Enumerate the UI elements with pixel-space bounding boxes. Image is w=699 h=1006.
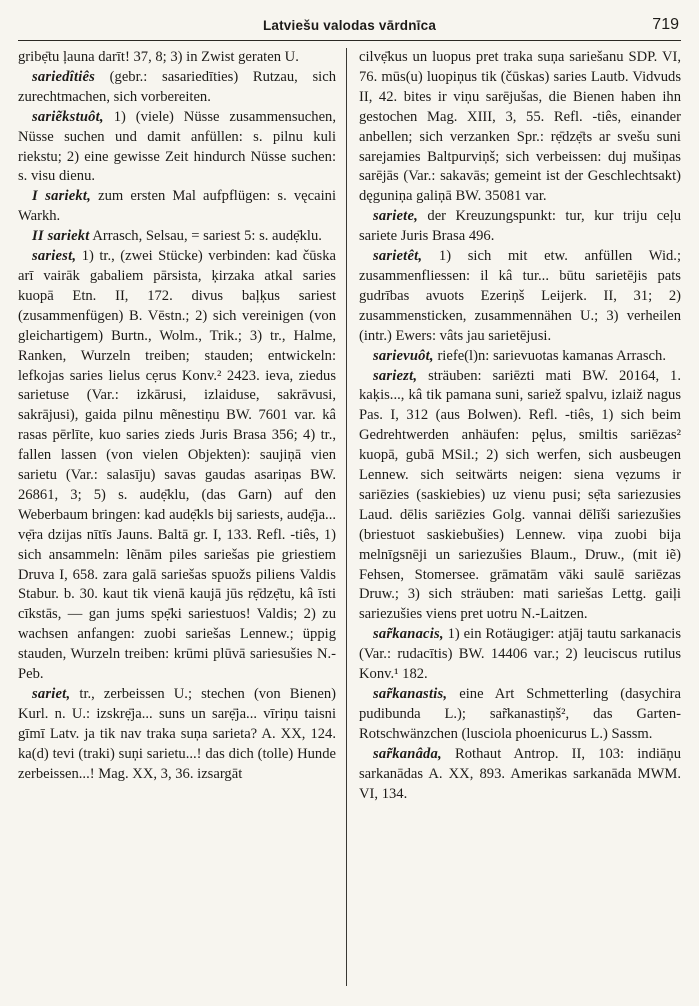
entry-text: tr., zerbeissen U.; stechen (von Bienen) Kurl. n. U.: izskrẹ̄ja... suns un sarẹ̄ja... vīriņu taisni gīmī Latv. ja tik nav traka suņa sarieta? A. XX, 124. ka(d) tevi (traki) suņi sarietu...! das dich (tolle) Hunde zerbeissen...! Mag. XX, 3, 36. izsargāt (18, 686, 336, 782)
entry-headword: I sariekt, (32, 188, 91, 205)
entry-headword: sariete, (373, 208, 418, 225)
page-number: 719 (652, 16, 679, 33)
entry-text: 1) sich mit etw. anfüllen Wid.; zusammenfliessen: il kâ tur... būtu sarietējis pats gudrības avuots Ezeriņš Leijerk. II, 31; 2) zusammensticken, zusammennähen U.; 3) verheilen (intr.) Ewers: vâts jau sarietējusi. (359, 248, 681, 344)
dictionary-entry (18, 68, 336, 108)
page-title: Latviešu valodas vārdnīca (262, 18, 437, 33)
entry-headword: sariẽkstuôt, (32, 108, 104, 125)
entry-text: der Kreuzungspunkt: tur, kur triju ceļu sariete Juris Brasa 496. (359, 208, 681, 245)
entry-headword: sarievuôt, (373, 347, 434, 364)
dictionary-entry (359, 247, 681, 347)
entry-headword: sariest, (32, 248, 77, 265)
entry-headword: sariezt, (373, 367, 418, 384)
left-column (18, 48, 336, 998)
entry-text: Rothaut Antrop. II, 103: indiāņu sarkanādas A. XX, 893. Amerikas sarkanāda MWM. VI, 134. (359, 745, 681, 802)
entry-headword: sariedîtiês (32, 68, 96, 85)
right-column (359, 48, 681, 998)
entry-text: sträuben: sariēzti mati BW. 20164, 1. kaķis..., kâ tik pamana suni, sariež spalvu, izlaiž nagus Pas. I, 312 (aus Bolwen). Refl. -tiês, 1) sich beim Gedrehtwerden anhäufen: pęlus, smiltis sariēzas² kuopā, gubā MSil.; 2) sich werfen, sich ausbeugen Lennew. sich seitwärts neigen: siena vẹzums ir sariēzies (saskiebies) uz vienu pusi; sẹ̄ta sariezusies Laud. dēlis sariēzies Golg. vannai dēlīši sariezušies (briestuot saskiebušies) Lennew. viņa zuobi bija melnīgsnēji un sariezušies Blaum., Druw., (mit iẽ) Fehsen, Stomersee. grāmatām vāki saulē sariēzas Druw.; 3) sich sträuben: mati sariešas Lettg. gaiļi sariezušies viens pret uotru N.-Laitzen. (359, 367, 681, 623)
dictionary-entry (18, 48, 336, 68)
entry-text: 1) tr., (zwei Stücke) verbinden: kad čūska arī vairāk gabaliem pārsista, ķirzaka atkal saries kuopā Etn. II, 172. divus baļķus sariest (zusammenfügen) B. Vēstn.; 2) sich vereinigen (von gleichartigem) Burtn., Wolm., Trik.; 3) tr., Halme, Ranken, Wurzeln treiben; stauden; entwickeln: lefkojas saries lielus cẹrus Konv.² 2423. ieva, ziedus sarietuse (Var.: izkārusi, izlaiduse, sakrāvusi, sakrājusi), gaida pilnu mẽnestiņu BW. 7601 var. kâ rasas pērlīte, kuo saries zieds Juris Brasa 356; 4) tr., fallen lassen (von vielen Objekten): saujiņā vien sarietu (Var.: salasīju) savas gaudas asariņas BW. 26861, 3; 5) s. audẹ̄klu, (das Garn) auf den Weberbaum bringen: kad audẹ̄kls bij sariests, audẹ̄ja... vẹ̄ra dzijas nītīs Jauns. Baltā gr. I, 133. Refl. -tiês, 1) sich ansammeln: lẽnām piles sariešas pie griestiem Druva I, 658. zara galā sariešas spuožs piliens Valdis Stabur. b. 30. kaut tik vienā kaujā jūs rẹ̄dzẹ̄tu, kâ īsti cīkstās, — gan jums spẹ̄ki sariestuos! Valdis; 2) zu wachsen anfangen: zuobi sariešas Lennew.; üppig stauden, Wurzeln treiben: krūmi plūvā sariesušies N.-Peb. (18, 248, 336, 683)
entry-headword: sariet, (32, 686, 71, 702)
entry-headword: II sariekt (32, 228, 90, 245)
entry-text: 1) ein Rotäugiger: atjāj tautu sarkanacis (Var.: rudacītis) BW. 14406 var.; 2) leuciscus rutilus Konv.¹ 182. (359, 626, 681, 683)
entry-text: 1) (viele) Nüsse zusammensuchen, Nüsse suchen und damit anfüllen: s. pilnu kuli riekstu; 2) eine gewisse Zeit hindurch Nüsse suchen: s. visu dienu. (18, 108, 336, 185)
dictionary-entry (359, 625, 681, 685)
dictionary-entry (359, 347, 681, 367)
entry-headword: sarietêt, (373, 248, 423, 265)
entry-text: riefe(l)n: sarievuotas kamanas Arrasch. (437, 347, 666, 364)
entry-text: gribẹ̄tu ļauna darīt! 37, 8; 3) in Zwist geraten U. (18, 49, 299, 65)
page-header (18, 14, 681, 41)
entry-headword: sar̃kanâda, (373, 745, 442, 762)
dictionary-entry (18, 247, 336, 685)
dictionary-entry (359, 745, 681, 805)
dictionary-entry (18, 227, 336, 247)
entry-headword: sar̃kanacis, (373, 626, 444, 643)
dictionary-entry (18, 108, 336, 188)
entry-headword: sar̃kanastis, (373, 686, 448, 702)
dictionary-entry (18, 187, 336, 227)
dictionary-entry (359, 207, 681, 247)
dictionary-entry (18, 685, 336, 785)
column-divider (346, 48, 347, 986)
dictionary-entry (359, 48, 681, 207)
entry-text: (gebr.: sasariedīties) Rutzau, sich zurechtmachen, sich vorbereiten. (18, 68, 336, 105)
entry-text: zum ersten Mal aufpflügen: s. vęcaini Warkh. (18, 188, 336, 225)
entry-text: eine Art Schmetterling (dasychira pudibunda L.); sar̃kanastiņš², das Garten-Rotschwänzchen (lusciola phoenicurus L.) Sassm. (359, 686, 681, 742)
dictionary-entry (359, 367, 681, 626)
dictionary-entry (359, 685, 681, 745)
entry-text: Arrasch, Selsau, = sariest 5: s. audẹ̄klu. (92, 228, 322, 245)
entry-text: cilvẹ̄kus un luopus pret traka suņa sariešanu SDP. VI, 76. mūs(u) luopiņus tik (čūskas) saries Lautb. Vidvuds II, 42. bites ir viņu sarējušas, die Bienen haben ihn gestochen Mag. XIII, 3, 55. Refl. -tiês, einander anbellen; sich verzanken Spr.: rẹ̄dzẹ̄ts ar svešu suni sarejamies Baltpurviņš; sich verbeissen: duj mušiņas sarējās (Var.: sakavās; gemeint ist der Geschlechtsakt) dęguniņa galiņā BW. 35081 var. (359, 49, 681, 205)
